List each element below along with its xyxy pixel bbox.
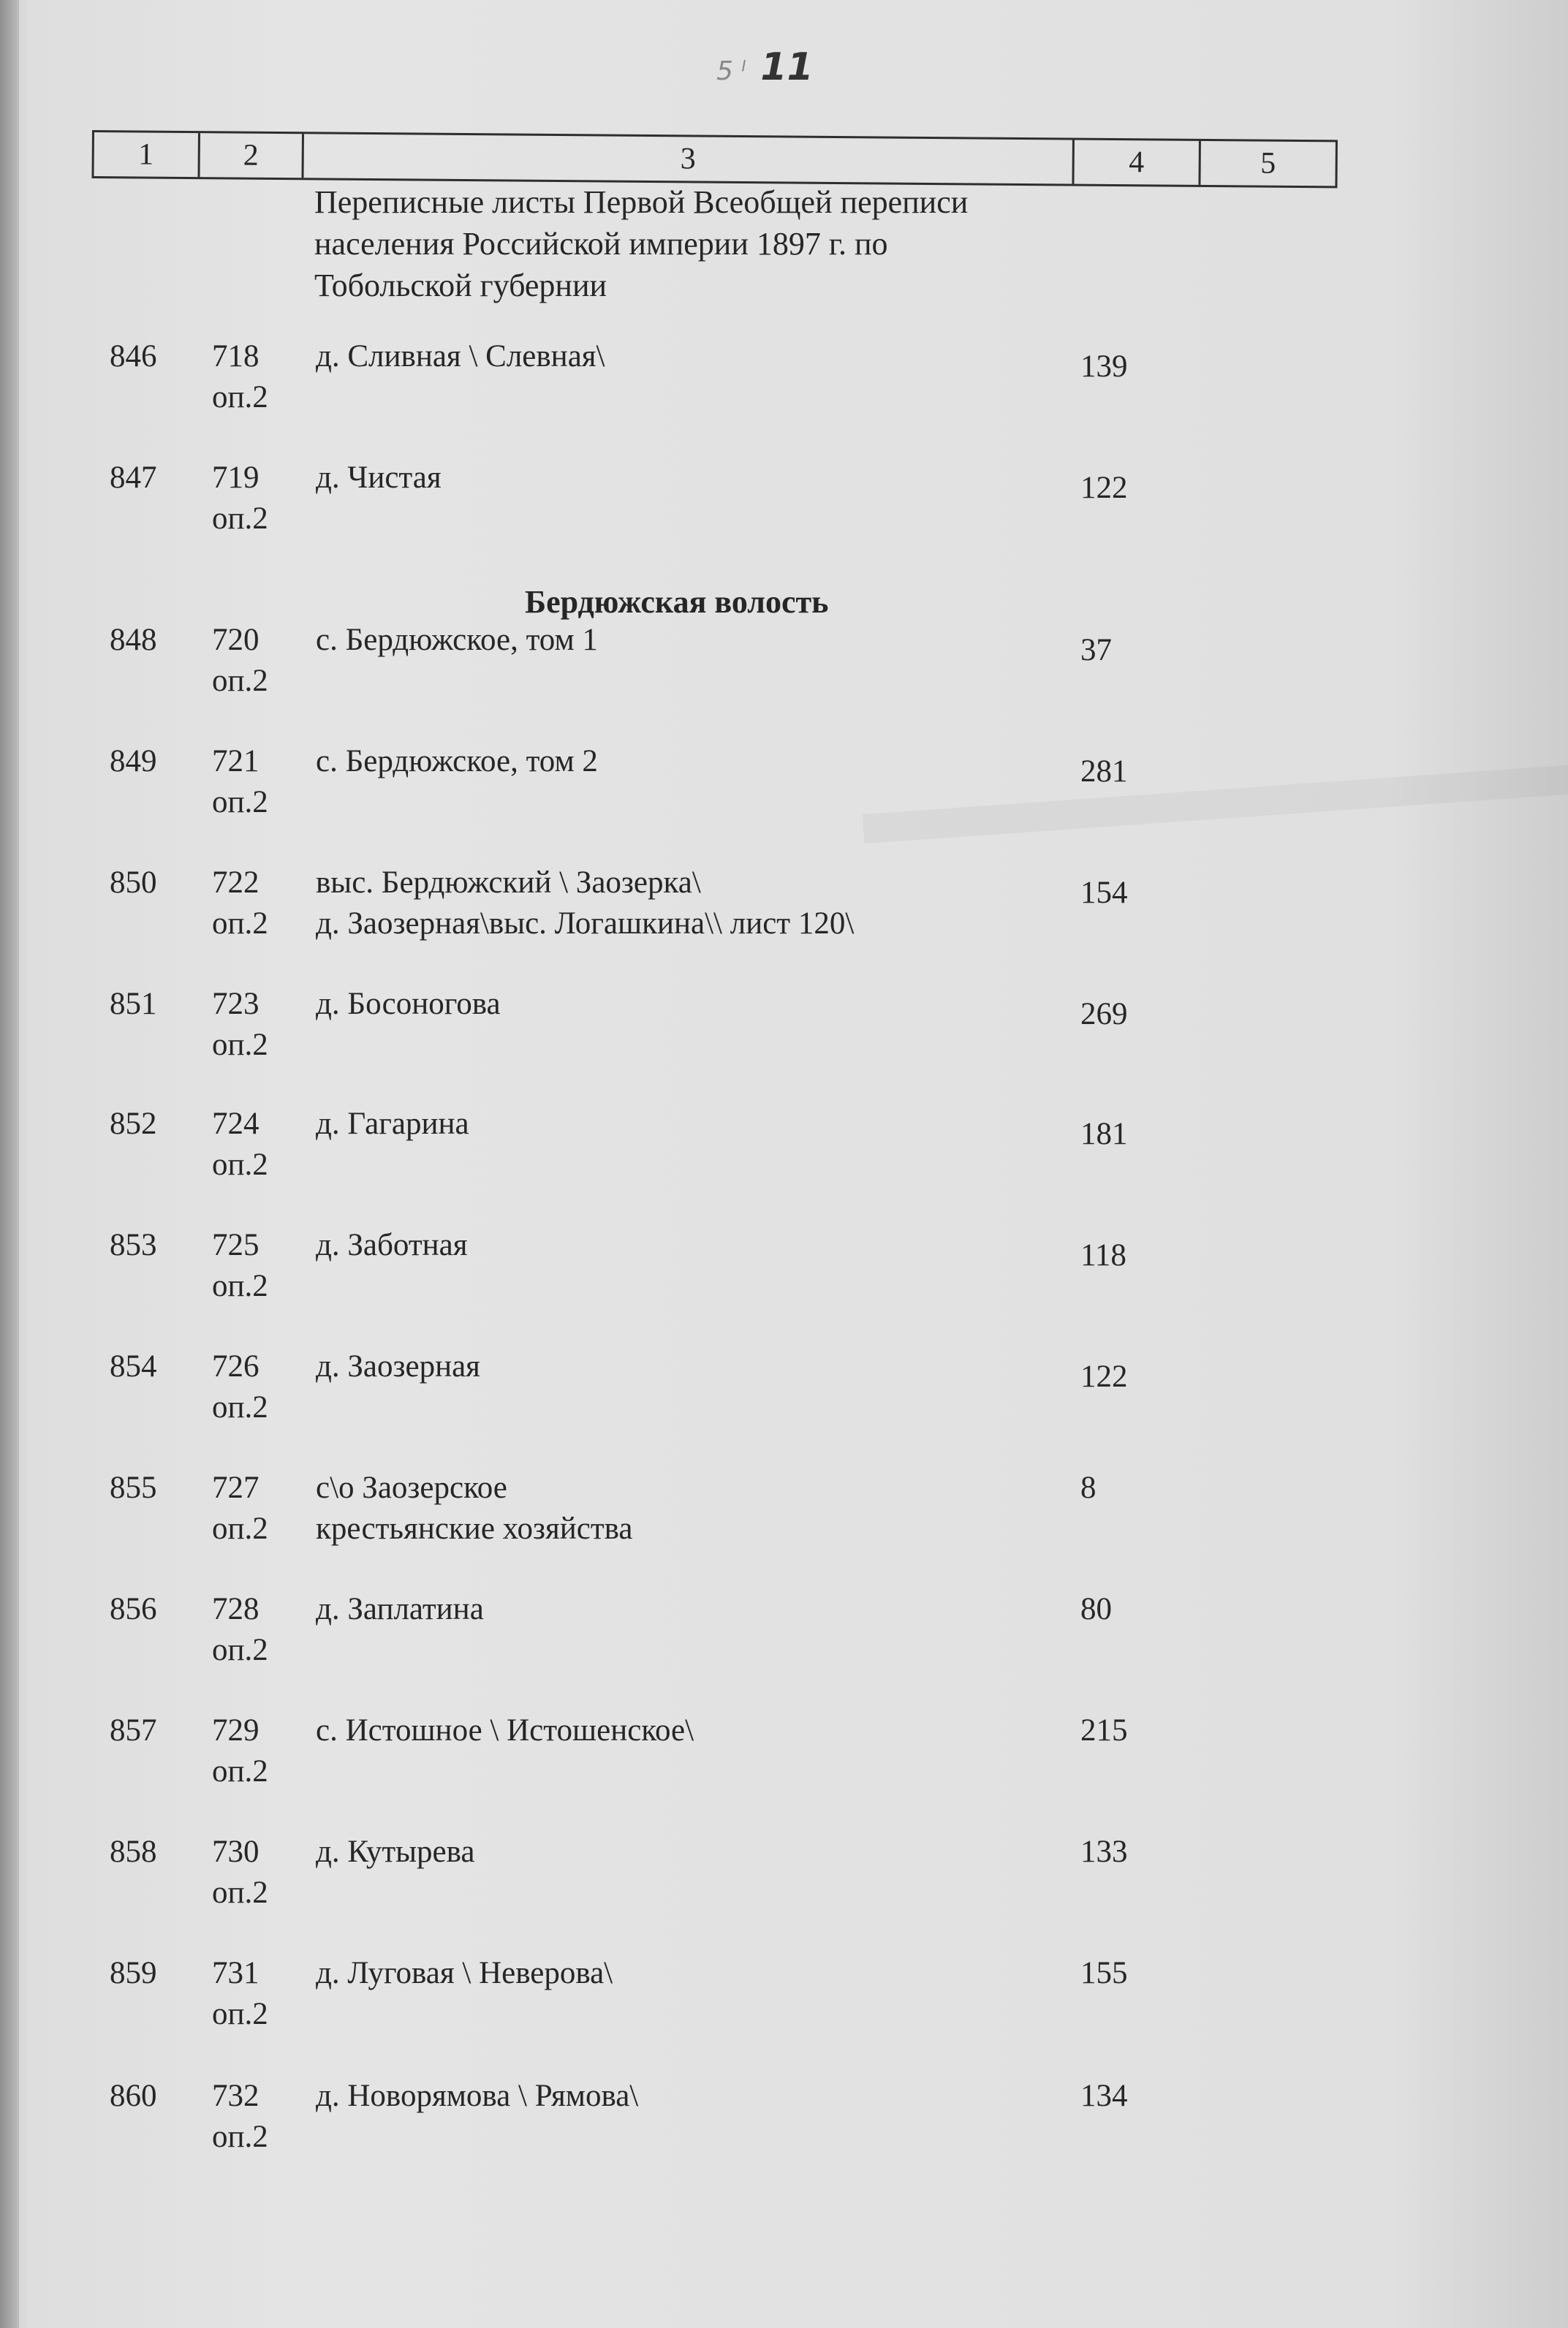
row-settlement-name: д. Чистая	[316, 460, 442, 495]
row-sheet-count: 133	[1080, 1835, 1128, 1869]
row-settlement	[316, 1832, 474, 1873]
row-inventory: оп.2	[212, 1390, 268, 1425]
row-fund-number: 719	[212, 460, 260, 495]
row-settlement-name: д. Луговая \ Неверова\	[316, 1956, 613, 1990]
row-settlement-name: д. Сливная \ Слевная\	[316, 339, 605, 374]
row-fund	[212, 2076, 268, 2158]
row-settlement-name-2: крестьянские хозяйства	[316, 1512, 633, 1546]
row-fund	[212, 1832, 268, 1914]
row-settlement-name: д. Босоногова	[316, 987, 501, 1021]
row-settlement	[316, 1225, 467, 1266]
row-settlement	[316, 336, 605, 377]
row-number: 847	[110, 460, 157, 495]
row-settlement-name: д. Заозерная	[316, 1349, 480, 1384]
column-header-table	[91, 130, 1337, 188]
row-fund-number: 728	[212, 1592, 260, 1626]
row-settlement-name: д. Заботная	[316, 1228, 468, 1262]
row-settlement-name: с. Бердюжское, том 2	[316, 744, 598, 778]
row-settlement-name: д. Заплатина	[316, 1592, 484, 1626]
table-row	[0, 1346, 1568, 1434]
table-row	[0, 1468, 1568, 1555]
row-settlement-name: с. Бердюжское, том 1	[316, 623, 598, 657]
row-inventory: оп.2	[212, 380, 268, 414]
row-fund-number: 729	[212, 1713, 260, 1748]
row-inventory: оп.2	[212, 501, 268, 536]
table-row	[0, 741, 1568, 829]
row-sheet-count: 37	[1080, 633, 1112, 667]
row-inventory: оп.2	[212, 2120, 268, 2154]
row-settlement-name: с\о Заозерское	[316, 1471, 507, 1505]
row-fund	[212, 1953, 268, 2035]
row-fund	[212, 1710, 268, 1792]
section-title-line: населения Российской империи 1897 г. по	[314, 226, 888, 262]
row-fund	[212, 741, 268, 823]
table-row	[0, 1832, 1568, 1919]
row-sheet-count: 122	[1080, 471, 1128, 505]
row-number: 860	[110, 2079, 157, 2113]
row-fund	[212, 862, 268, 944]
table-row	[0, 458, 1568, 545]
row-fund-number: 721	[212, 744, 260, 778]
row-inventory: оп.2	[212, 1028, 268, 1062]
row-fund	[212, 458, 268, 539]
row-sheet-count: 281	[1080, 754, 1128, 789]
row-number: 854	[110, 1349, 157, 1384]
row-settlement	[316, 741, 598, 782]
row-fund-number: 731	[212, 1956, 260, 1990]
row-sheet-count: 269	[1080, 997, 1128, 1031]
row-settlement-name: выс. Бердюжский \ Заозерка\	[316, 865, 701, 900]
table-row	[0, 1104, 1568, 1191]
row-fund	[212, 1468, 268, 1550]
row-settlement-name: с. Истошное \ Истошенское\	[316, 1713, 694, 1748]
header-cell-3: 3	[303, 134, 1074, 183]
row-inventory: оп.2	[212, 1754, 268, 1789]
table-row	[0, 336, 1568, 424]
row-sheet-count: 8	[1080, 1471, 1097, 1505]
row-fund-number: 718	[212, 339, 260, 374]
row-settlement	[316, 862, 854, 944]
row-fund	[212, 1225, 268, 1307]
section-title-line: Переписные листы Первой Всеобщей переписи	[314, 184, 969, 220]
page-number	[716, 45, 814, 89]
row-settlement	[316, 2076, 638, 2117]
row-settlement	[316, 1104, 469, 1145]
row-sheet-count: 181	[1080, 1117, 1128, 1151]
row-fund	[212, 1589, 268, 1671]
row-fund	[212, 1346, 268, 1428]
row-number: 848	[110, 623, 157, 657]
row-inventory: оп.2	[212, 1269, 268, 1303]
row-inventory: оп.2	[212, 906, 268, 941]
row-fund	[212, 1104, 268, 1186]
row-inventory: оп.2	[212, 1512, 268, 1546]
row-fund-number: 726	[212, 1349, 260, 1384]
row-settlement	[316, 1710, 694, 1751]
row-settlement	[316, 1468, 633, 1550]
row-inventory: оп.2	[212, 1997, 268, 2031]
row-inventory: оп.2	[212, 1633, 268, 1667]
row-number: 851	[110, 987, 157, 1021]
row-settlement	[316, 1589, 484, 1630]
row-sheet-count: 134	[1080, 2079, 1128, 2113]
row-sheet-count: 80	[1080, 1592, 1112, 1626]
row-inventory: оп.2	[212, 785, 268, 819]
row-fund-number: 723	[212, 987, 260, 1021]
row-settlement	[316, 984, 501, 1025]
row-settlement-name: д. Гагарина	[316, 1107, 469, 1141]
row-fund-number: 732	[212, 2079, 260, 2113]
row-inventory: оп.2	[212, 1148, 268, 1182]
row-sheet-count: 122	[1080, 1360, 1128, 1394]
row-number: 846	[110, 339, 157, 374]
row-number: 849	[110, 744, 157, 778]
page-number-value: 11	[760, 45, 814, 89]
row-sheet-count: 118	[1080, 1238, 1126, 1273]
row-settlement	[316, 620, 598, 661]
row-settlement	[316, 1953, 613, 1994]
header-cell-5: 5	[1260, 146, 1276, 181]
row-number: 853	[110, 1228, 157, 1262]
header-cell-2: 2	[200, 133, 304, 178]
page-number-faint: 5 ˡ	[716, 56, 746, 86]
row-number: 856	[110, 1592, 157, 1626]
table-row	[0, 984, 1568, 1072]
row-settlement-name: д. Новорямова \ Рямова\	[316, 2079, 639, 2113]
row-number: 855	[110, 1471, 157, 1505]
row-inventory: оп.2	[212, 1876, 268, 1910]
row-sheet-count: 154	[1080, 876, 1128, 910]
row-settlement	[316, 458, 442, 498]
row-number: 858	[110, 1835, 157, 1869]
row-settlement-name: д. Кутырева	[316, 1835, 475, 1869]
row-fund-number: 727	[212, 1471, 260, 1505]
table-row	[0, 862, 1568, 950]
volost-heading: Бердюжская волость	[525, 584, 829, 620]
row-fund-number: 724	[212, 1107, 260, 1141]
row-settlement-name-2: д. Заозерная\выс. Логашкина\\ лист 120\	[316, 906, 855, 941]
table-row	[0, 1953, 1568, 2041]
table-row	[0, 1710, 1568, 1798]
row-fund-number: 722	[212, 865, 260, 900]
section-title-line: Тобольской губернии	[314, 268, 607, 303]
table-row	[0, 2076, 1568, 2164]
row-fund-number: 725	[212, 1228, 260, 1262]
row-sheet-count: 155	[1080, 1956, 1128, 1990]
header-cell-1: 1	[94, 132, 200, 177]
table-row	[0, 1225, 1568, 1313]
table-row	[0, 620, 1568, 708]
row-number: 857	[110, 1713, 157, 1748]
row-fund	[212, 984, 268, 1066]
row-fund-number: 720	[212, 623, 260, 657]
section-title	[314, 181, 968, 306]
row-number: 852	[110, 1107, 157, 1141]
row-number: 850	[110, 865, 157, 900]
row-sheet-count: 215	[1080, 1713, 1128, 1748]
row-inventory: оп.2	[212, 664, 268, 698]
header-cell-4: 4	[1074, 140, 1200, 185]
row-settlement	[316, 1346, 480, 1387]
row-number: 859	[110, 1956, 157, 1990]
row-sheet-count: 139	[1080, 349, 1128, 384]
row-fund-number: 730	[212, 1835, 260, 1869]
row-fund	[212, 620, 268, 702]
row-fund	[212, 336, 268, 418]
table-row	[0, 1589, 1568, 1677]
